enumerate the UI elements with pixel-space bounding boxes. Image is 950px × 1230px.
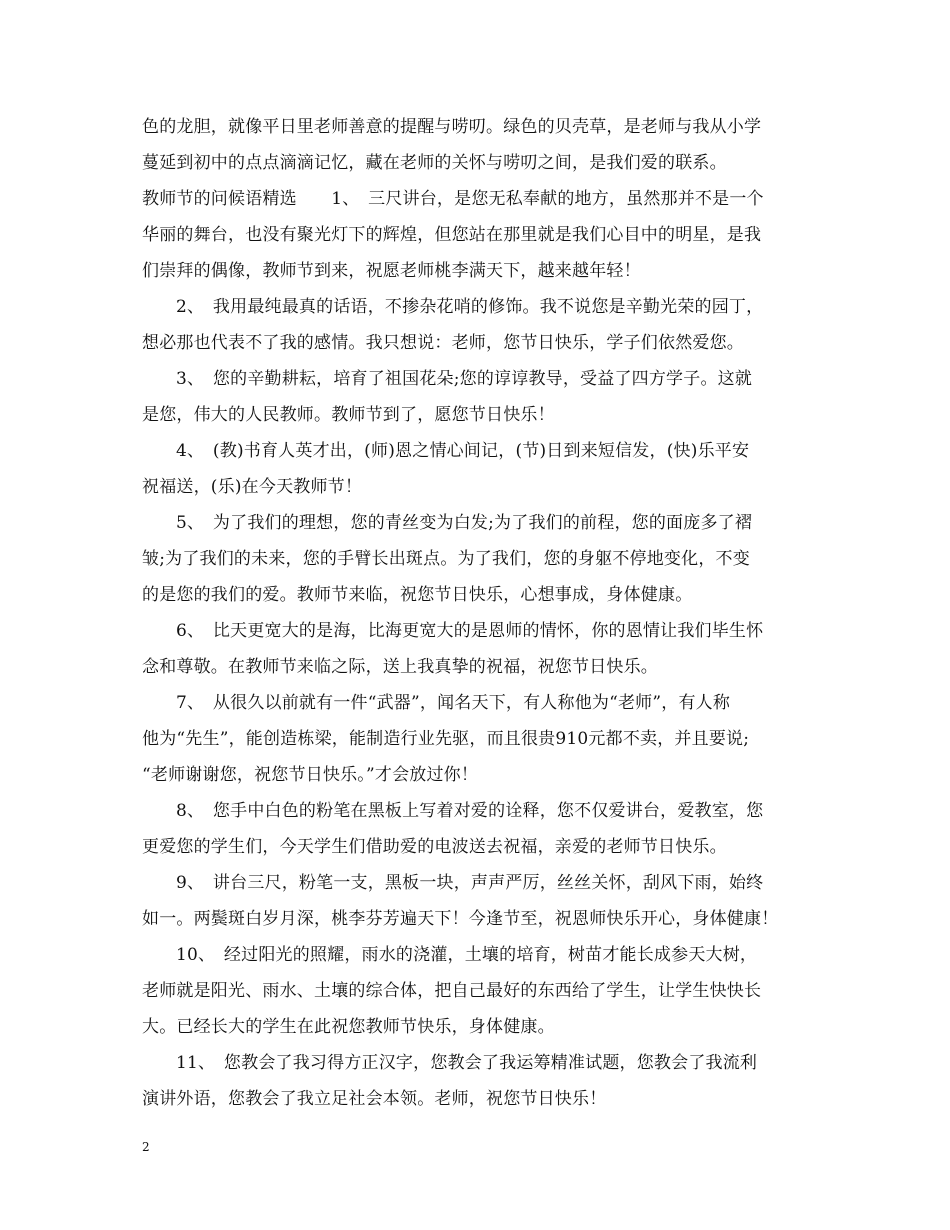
text-line: 老师就是阳光、雨水、土壤的综合体，把自己最好的东西给了学生，让学生快快长 (142, 981, 762, 1001)
text-line: 6、 比天更宽大的是海，比海更宽大的是恩师的情怀，你的恩情让我们毕生怀 (176, 621, 764, 641)
text-line: 大。已经长大的学生在此祝您教师节快乐，身体健康。 (142, 1017, 555, 1037)
text-line: 们崇拜的偶像，教师节到来，祝愿老师桃李满天下，越来越年轻！ (142, 261, 641, 281)
text-line: 7、 从很久以前就有一件“武器”，闻名天下，有人称他为“老师”，有人称 (176, 693, 731, 713)
text-line: 蔓延到初中的点点滴滴记忆，藏在老师的关怀与唠叨之间，是我们爱的联系。 (142, 153, 727, 173)
text-line: 演讲外语，您教会了我立足社会本领。老师，祝您节日快乐！ (142, 1089, 607, 1109)
page-number: 2 (142, 1140, 150, 1154)
text-line: 祝福送，(乐)在今天教师节！ (142, 477, 363, 497)
text-line: 如一。两鬓斑白岁月深，桃李芬芳遍天下！今逢节至，祝恩师快乐开心，身体健康！ (142, 909, 779, 929)
text-line: 教师节的问候语精选 1、 三尺讲台，是您无私奉献的地方，虽然那并不是一个 (142, 189, 764, 209)
text-line: 皱;为了我们的未来，您的手臂长出斑点。为了我们，您的身躯不停地变化，不变 (142, 549, 750, 569)
text-line: 更爱您的学生们，今天学生们借助爱的电波送去祝福，亲爱的老师节日快乐。 (142, 837, 727, 857)
text-line: 10、 经过阳光的照耀，雨水的浇灌，土壤的培育，树苗才能长成参天大树， (176, 945, 758, 965)
text-line: 8、 您手中白色的粉笔在黑板上写着对爱的诠释，您不仅爱讲台，爱教室，您 (176, 801, 764, 821)
text-line: 念和尊敬。在教师节来临之际，送上我真挚的祝福，祝您节日快乐。 (142, 657, 658, 677)
text-line: 想必那也代表不了我的感情。我只想说：老师，您节日快乐，学子们依然爱您。 (142, 333, 744, 353)
text-line: 9、 讲台三尺，粉笔一支，黑板一块，声声严厉，丝丝关怀，刮风下雨，始终 (176, 873, 764, 893)
text-line: 3、 您的辛勤耕耘，培育了祖国花朵;您的谆谆教导，受益了四方学子。这就 (176, 369, 753, 389)
text-line: 4、 (教)书育人英才出，(师)恩之情心间记，(节)日到来短信发，(快)乐平安 (176, 441, 750, 461)
text-line: 的是您的我们的爱。教师节来临，祝您节日快乐，心想事成，身体健康。 (142, 585, 693, 605)
text-line: “老师谢谢您，祝您节日快乐。”才会放过你！ (142, 765, 479, 785)
text-line: 11、 您教会了我习得方正汉字，您教会了我运筹精准试题，您教会了我流利 (176, 1053, 758, 1073)
text-line: 华丽的舞台，也没有聚光灯下的辉煌，但您站在那里就是我们心目中的明星，是我 (142, 225, 762, 245)
text-line: 5、 为了我们的理想，您的青丝变为白发;为了我们的前程，您的面庞多了褶 (176, 513, 753, 533)
text-line: 他为“先生”，能创造栋梁，能制造行业先驱，而且很贵910元都不卖，并且要说; (142, 729, 750, 749)
text-line: 是您，伟大的人民教师。教师节到了，愿您节日快乐！ (142, 405, 555, 425)
text-line: 色的龙胆，就像平日里老师善意的提醒与唠叨。绿色的贝壳草，是老师与我从小学 (142, 117, 762, 137)
text-line: 2、 我用最纯最真的话语，不掺杂花哨的修饰。我不说您是辛勤光荣的园丁， (176, 297, 764, 317)
